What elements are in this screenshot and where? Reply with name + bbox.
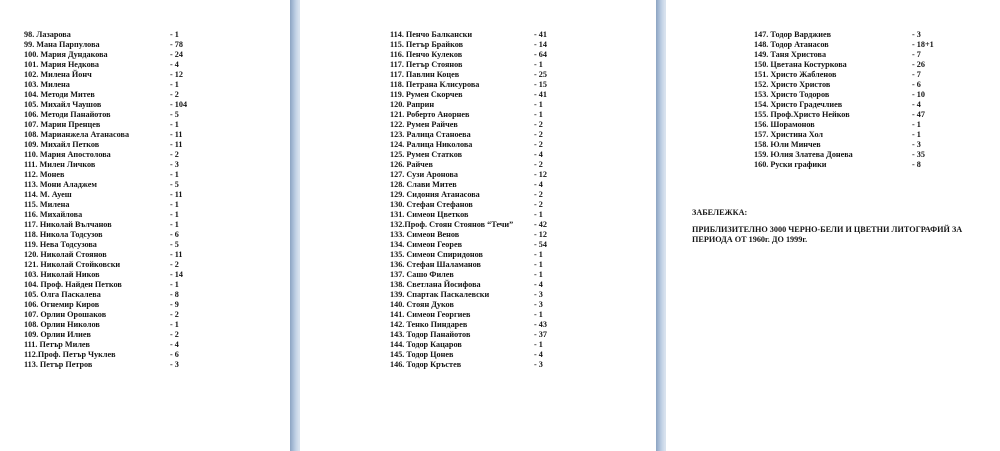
artwork-count: - 1 — [534, 250, 543, 259]
artist-name: 135. Симеон Спиридонов — [390, 250, 483, 259]
artwork-count: - 10 — [912, 90, 925, 99]
artist-name: 160. Руски графики — [754, 160, 827, 169]
artist-name: 158. Юли Минчев — [754, 140, 821, 149]
artist-name: 157. Христина Хол — [754, 130, 824, 139]
artist-name: 113. Петър Петров — [24, 360, 93, 369]
artist-name: 138. Светлана Йосифова — [390, 280, 481, 289]
artwork-count: - 3 — [170, 160, 179, 169]
artwork-count: - 1 — [534, 100, 543, 109]
artist-name: 114. Пенчо Балкански — [390, 30, 473, 39]
artwork-count: - 43 — [534, 320, 547, 329]
artwork-count: - 3 — [534, 290, 543, 299]
artwork-count: - 2 — [170, 330, 179, 339]
artist-name: 106. Огнемир Киров — [24, 300, 100, 309]
artist-name: 115. Петър Брайков — [390, 40, 464, 49]
artist-name: 106. Методи Панайотов — [24, 110, 111, 119]
artist-name: 150. Цветана Костуркова — [754, 60, 847, 69]
artwork-count: - 1 — [170, 30, 179, 39]
artwork-count: - 1 — [170, 320, 179, 329]
artwork-count: - 54 — [534, 240, 547, 249]
artwork-count: - 1 — [534, 110, 543, 119]
artist-name: 111. Милен Личков — [24, 160, 96, 169]
artwork-count: - 4 — [534, 150, 543, 159]
artwork-count: - 2 — [170, 150, 179, 159]
artist-name: 109. Михайл Петков — [24, 140, 100, 149]
artist-name: 131. Симеон Цветков — [390, 210, 469, 219]
artist-name: 104. Методи Митев — [24, 90, 95, 99]
artwork-count: - 64 — [534, 50, 547, 59]
artwork-count: - 1 — [534, 60, 543, 69]
artwork-count: - 37 — [534, 330, 547, 339]
artist-name: 133. Симеон Венов — [390, 230, 460, 239]
artwork-count: - 3 — [912, 30, 921, 39]
artist-name: 105. Михайл Чаушов — [24, 100, 102, 109]
artist-name: 119. Нева Тодсузова — [24, 240, 97, 249]
artwork-count: - 1 — [534, 210, 543, 219]
artwork-count: - 5 — [170, 180, 179, 189]
artist-name: 105. Олга Паскалева — [24, 290, 101, 299]
artwork-count: - 8 — [170, 290, 179, 299]
artwork-count: - 25 — [534, 70, 547, 79]
artist-name: 128. Слави Митев — [390, 180, 457, 189]
artist-name: 124. Ралица Николова — [390, 140, 473, 149]
artist-name: 143. Тодор Панайотов — [390, 330, 471, 339]
artwork-count: - 14 — [534, 40, 547, 49]
artist-name: 104. Проф. Найден Петков — [24, 280, 122, 289]
artist-name: 109. Орлин Илиев — [24, 330, 91, 339]
artist-name: 116. Пенчо Кулеков — [390, 50, 463, 59]
artwork-count: - 7 — [912, 50, 921, 59]
artist-name: 152. Христо Христов — [754, 80, 831, 89]
artist-name: 108. Марианжела Атанасова — [24, 130, 130, 139]
artist-name: 139. Спартак Паскалевски — [390, 290, 490, 299]
artwork-count: - 4 — [912, 100, 921, 109]
artwork-count: - 1 — [534, 270, 543, 279]
artwork-count: - 2 — [534, 200, 543, 209]
artist-name: 114. М. Ауеш — [24, 190, 72, 199]
artwork-count: - 1 — [170, 200, 179, 209]
artist-name: 103. Милена — [24, 80, 70, 89]
artist-name: 120. Николай Стоянов — [24, 250, 107, 259]
artist-name: 98. Лазарова — [24, 30, 71, 39]
artwork-count: - 14 — [170, 270, 183, 279]
artwork-count: - 104 — [170, 100, 188, 109]
artist-name: 140. Стоян Дуков — [390, 300, 454, 309]
artist-name: 125. Румен Статков — [390, 150, 463, 159]
artist-name: 159. Юлия Златева Донева — [754, 150, 853, 159]
artist-name: 123. Ралица Станоева — [390, 130, 471, 139]
artist-name: 111. Петър Милев — [24, 340, 90, 349]
artwork-count: - 18+1 — [912, 40, 934, 49]
artwork-count: - 2 — [534, 130, 543, 139]
artist-name: 107. Орлин Орошаков — [24, 310, 107, 319]
artwork-count: - 41 — [534, 30, 547, 39]
artist-name: 145. Тодор Цонев — [390, 350, 454, 359]
artist-name: 132.Проф. Стоян Стоянов “Течи” — [390, 220, 514, 229]
artist-name: 155. Проф.Христо Нейков — [754, 110, 850, 119]
artist-name: 112. Монев — [24, 170, 65, 179]
artist-name: 130. Стефан Стефанов — [390, 200, 473, 209]
artist-name: 129. Сидония Атанасова — [390, 190, 480, 199]
artist-name: 147. Тодор Варджиев — [754, 30, 832, 39]
artist-name: 108. Орлин Николов — [24, 320, 100, 329]
artwork-count: - 11 — [170, 130, 183, 139]
artist-name: 146. Тодор Кръстев — [390, 360, 462, 369]
artwork-count: - 2 — [170, 310, 179, 319]
artwork-count: - 1 — [170, 120, 179, 129]
artist-name: 121. Николай Стойковски — [24, 260, 121, 269]
artist-name: 99. Мана Парпулова — [24, 40, 100, 49]
note-text: ПРИБЛИЗИТЕЛНО 3000 ЧЕРНО-БЕЛИ И ЦВЕТНИ ЛИТОГРАФИЙ ЗА ПЕРИОДА ОТ 1960г. ДО 1999г. — [692, 225, 963, 244]
artwork-count: - 26 — [912, 60, 925, 69]
artist-name: 153. Христо Тодоров — [754, 90, 830, 99]
artwork-count: - 11 — [170, 190, 183, 199]
artist-name: 119. Румен Скорчев — [390, 90, 463, 99]
artwork-count: - 47 — [912, 110, 925, 119]
artwork-count: - 2 — [534, 120, 543, 129]
artist-name: 121. Роберто Анорнев — [390, 110, 470, 119]
artist-name: 144. Тодор Кацаров — [390, 340, 462, 349]
artwork-count: - 12 — [170, 70, 183, 79]
artwork-count: - 9 — [170, 300, 179, 309]
artist-name: 101. Мария Недкова — [24, 60, 99, 69]
artwork-count: - 1 — [170, 80, 179, 89]
artwork-count: - 2 — [170, 90, 179, 99]
artist-name: 117. Павлин Коцев — [390, 70, 460, 79]
artwork-count: - 1 — [534, 310, 543, 319]
artwork-count: - 6 — [912, 80, 921, 89]
artist-name: 116. Михайлова — [24, 210, 83, 219]
artwork-count: - 6 — [170, 350, 179, 359]
artist-name: 126. Райчев — [390, 160, 433, 169]
artwork-count: - 4 — [534, 350, 543, 359]
artwork-count: - 6 — [170, 230, 179, 239]
artwork-count: - 11 — [170, 140, 183, 149]
artist-name: 149. Таня Христова — [754, 50, 827, 59]
artist-name: 117. Петър Стоянов — [390, 60, 463, 69]
artist-name: 127. Сузи Аронова — [390, 170, 458, 179]
artwork-count: - 3 — [534, 360, 543, 369]
artwork-count: - 7 — [912, 70, 921, 79]
artwork-count: - 3 — [534, 300, 543, 309]
artwork-count: - 4 — [534, 180, 543, 189]
document-page-2 — [300, 0, 656, 451]
artwork-count: - 5 — [170, 240, 179, 249]
artist-name: 110. Мария Апостолова — [24, 150, 111, 159]
artwork-count: - 41 — [534, 90, 547, 99]
artist-name: 141. Симеон Георгиев — [390, 310, 471, 319]
artwork-count: - 35 — [912, 150, 925, 159]
artwork-count: - 12 — [534, 170, 547, 179]
document-page-1 — [0, 0, 290, 451]
artwork-count: - 2 — [534, 140, 543, 149]
note-title: ЗАБЕЛЕЖКА: — [692, 208, 748, 217]
artwork-count: - 1 — [534, 340, 543, 349]
artist-name: 115. Милена — [24, 200, 70, 209]
artist-name: 103. Николай Ников — [24, 270, 100, 279]
artist-name: 148. Тодор Атанасов — [754, 40, 829, 49]
artwork-count: - 15 — [534, 80, 547, 89]
artwork-count: - 4 — [534, 280, 543, 289]
artwork-count: - 11 — [170, 250, 183, 259]
artwork-count: - 2 — [534, 160, 543, 169]
artist-name: 120. Раприн — [390, 100, 435, 109]
artist-name: 142. Тенко Пиндарев — [390, 320, 468, 329]
artist-name: 137. Сашо Филев — [390, 270, 454, 279]
artwork-count: - 1 — [534, 260, 543, 269]
artist-name: 122. Румен Райчев — [390, 120, 458, 129]
artist-name: 118. Петрана Клисурова — [390, 80, 480, 89]
artwork-count: - 5 — [170, 110, 179, 119]
artist-name: 112.Проф. Петър Чуклев — [24, 350, 116, 359]
artwork-count: - 1 — [170, 210, 179, 219]
artwork-count: - 3 — [912, 140, 921, 149]
artwork-count: - 1 — [912, 120, 921, 129]
artwork-count: - 1 — [170, 280, 179, 289]
artist-name: 117. Николай Вълчанов — [24, 220, 112, 229]
artist-name: 136. Стефан Шаламанов — [390, 260, 481, 269]
page-separator — [656, 0, 666, 451]
artwork-count: - 12 — [534, 230, 547, 239]
artwork-count: - 24 — [170, 50, 183, 59]
artwork-count: - 3 — [170, 360, 179, 369]
artwork-count: - 1 — [170, 220, 179, 229]
artist-name: 134. Симеон Георев — [390, 240, 462, 249]
artwork-count: - 2 — [170, 260, 179, 269]
document-page-3 — [666, 0, 1000, 451]
page-separator — [290, 0, 300, 451]
artwork-count: - 4 — [170, 60, 179, 69]
artist-name: 107. Марин Пренцев — [24, 120, 101, 129]
artwork-count: - 2 — [534, 190, 543, 199]
artist-name: 100. Мария Дундакова — [24, 50, 108, 59]
artist-name: 113. Мони Аладжем — [24, 180, 97, 189]
artwork-count: - 1 — [170, 170, 179, 179]
artwork-count: - 78 — [170, 40, 183, 49]
artwork-count: - 8 — [912, 160, 921, 169]
artist-name: 151. Христо Жабленов — [754, 70, 837, 79]
artist-name: 154. Христо Градечлиев — [754, 100, 843, 109]
artwork-count: - 1 — [912, 130, 921, 139]
artist-name: 102. Милена Йонч — [24, 70, 92, 79]
artwork-count: - 42 — [534, 220, 547, 229]
artist-name: 156. Шорамонов — [754, 120, 815, 129]
artist-name: 118. Никола Тодсузов — [24, 230, 103, 239]
artwork-count: - 4 — [170, 340, 179, 349]
